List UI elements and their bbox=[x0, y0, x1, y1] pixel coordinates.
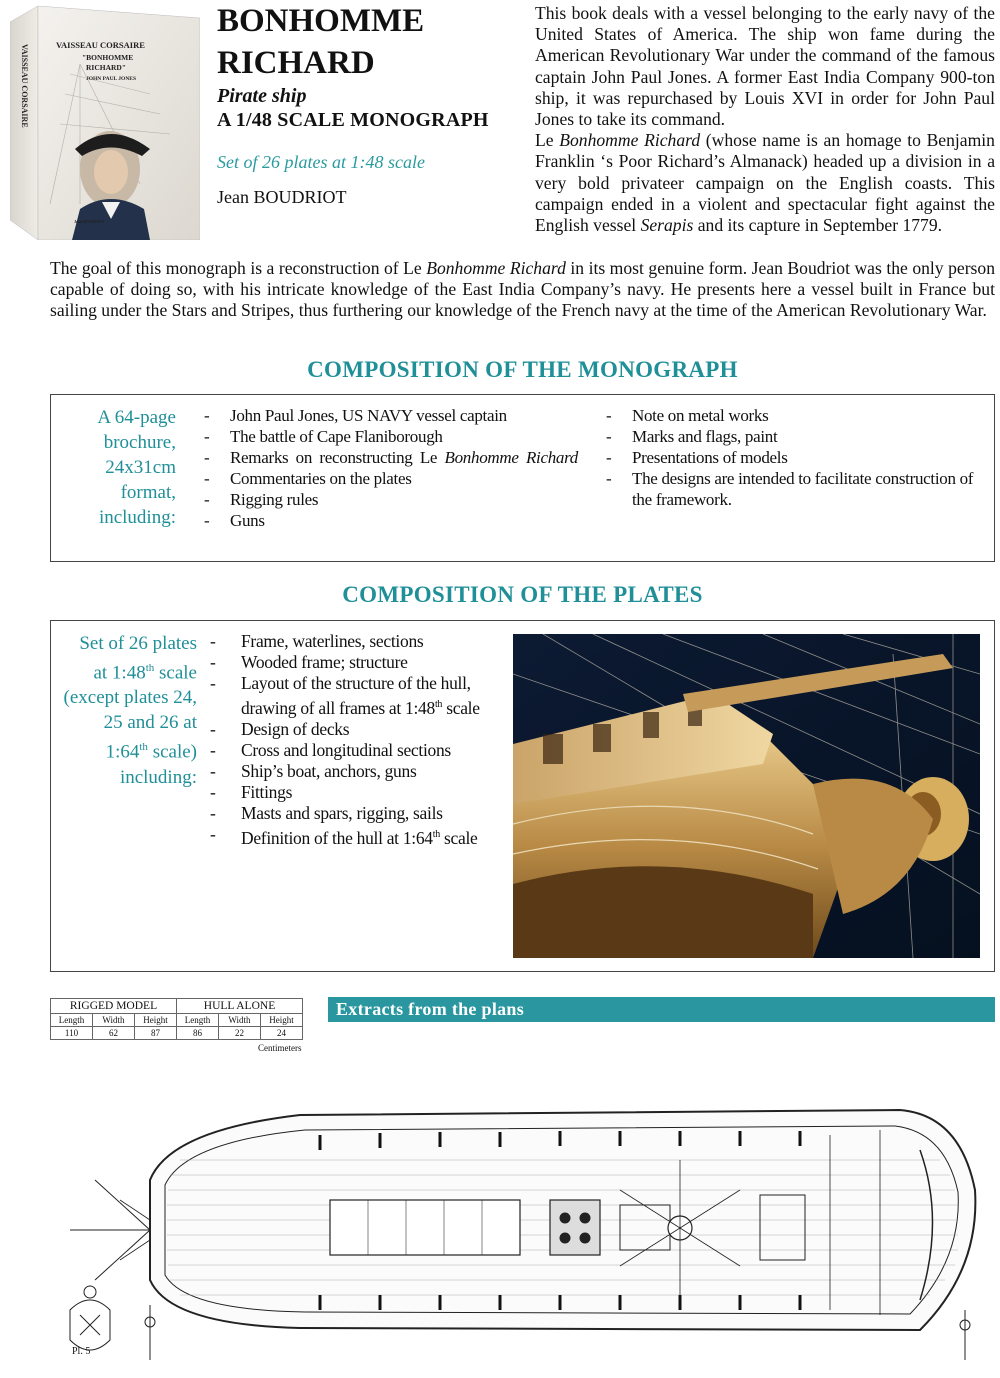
table-header-cell: Height bbox=[135, 1014, 177, 1027]
table-header-cell: Width bbox=[219, 1014, 261, 1027]
ship-model-photo bbox=[513, 634, 980, 958]
list-item: - The battle of Cape Flaniborough bbox=[204, 427, 443, 446]
plates-lead: Set of 26 plates at 1:48th scale (except plates 24, 25 and 26 at 1:64th scale) including: bbox=[63, 633, 197, 788]
monograph-lead: A 64-page brochure, 24x31cm format, including: bbox=[97, 407, 176, 528]
plates-set-label: Set of 26 plates at 1:48 scale bbox=[217, 152, 425, 172]
monograph-list-right bbox=[606, 405, 984, 510]
list-item: - Guns bbox=[204, 511, 265, 530]
list-item: - Cross and longitudinal sections bbox=[210, 739, 451, 760]
extracts-banner: Extracts from the plans bbox=[328, 997, 995, 1022]
list-item: - Ship’s boat, anchors, guns bbox=[210, 760, 417, 781]
intro-paragraph-2: Le Bonhomme Richard (whose name is an homage to Benjamin Franklin ‘s Poor Richard’s Almanack) headed up a division in a very bold privateer campaign on the English coasts. This campaign ended in a violent and spectacular fight against the English vessel Serapis and its capture in September 1779. bbox=[535, 130, 995, 236]
list-item: - Layout of the structure of the hull, drawing of all frames at 1:48th scale bbox=[210, 673, 480, 718]
cover-spine-title: VAISSEAU CORSAIRE bbox=[20, 44, 29, 128]
table-cell: 110 bbox=[51, 1027, 93, 1040]
deck-plan-drawing bbox=[40, 1060, 1000, 1378]
table-cell: 22 bbox=[219, 1027, 261, 1040]
list-item: - Remarks on reconstructing Le Bonhomme Richard bbox=[204, 448, 578, 467]
table-cell: 87 bbox=[135, 1027, 177, 1040]
cover-title-line1: VAISSEAU CORSAIRE bbox=[56, 40, 145, 50]
list-item: - Design of decks bbox=[210, 718, 350, 739]
subtitle: Pirate ship bbox=[217, 85, 307, 107]
list-item: - Frame, waterlines, sections bbox=[210, 631, 424, 651]
dimensions-table bbox=[50, 998, 303, 1040]
monograph-heading: COMPOSITION OF THE MONOGRAPH bbox=[307, 357, 738, 382]
cover-author: Jean BOUDRIOT bbox=[74, 219, 105, 224]
list-item: - Note on metal works bbox=[606, 406, 769, 425]
list-item: - Fittings bbox=[210, 781, 293, 802]
list-item: - Definition of the hull at 1:64th scale bbox=[210, 823, 478, 848]
plates-list bbox=[210, 631, 510, 849]
table-cell: 62 bbox=[93, 1027, 135, 1040]
table-header-cell: Length bbox=[51, 1014, 93, 1027]
intro-text bbox=[535, 3, 995, 236]
page-title bbox=[217, 0, 424, 84]
title-line1: BONHOMME bbox=[217, 3, 425, 39]
goal-paragraph: The goal of this monograph is a reconstruction of Le Bonhomme Richard in its most genuine form. Jean Boudriot was the only person capable of doing so, with his intricate knowledge of the East India Company’s navy. He presents here a vessel built in France but sailing under the Stars and Stripes, thus furthering our knowledge of the French navy at the time of the American Revolutionary War. bbox=[50, 258, 996, 321]
cover-title-line2: "BONHOMME bbox=[82, 53, 134, 62]
table-cell: 24 bbox=[261, 1027, 303, 1040]
table-cell: 86 bbox=[177, 1027, 219, 1040]
hull-alone-header: HULL ALONE bbox=[177, 999, 303, 1014]
intro-paragraph-1: This book deals with a vessel belonging to the early navy of the United States of America. The ship won fame during the American Revolutionary War under the command of the famous captain John Paul Jones. A former East India Company 900-ton ship, it was repurchased by Louis XVI in order for John Paul Jones to take its command. bbox=[535, 3, 995, 130]
cover-title-line3: RICHARD" bbox=[86, 63, 126, 72]
list-item: - Marks and flags, paint bbox=[606, 427, 778, 446]
cover-title-line4: JOHN PAUL JONES bbox=[86, 76, 137, 82]
list-item: - Presentations of models bbox=[606, 448, 788, 467]
rigged-model-header: RIGGED MODEL bbox=[51, 999, 177, 1014]
table-header-cell: Length bbox=[177, 1014, 219, 1027]
list-item: - Rigging rules bbox=[204, 490, 319, 509]
title-line2: RICHARD bbox=[217, 45, 375, 81]
dimensions-unit: Centimeters bbox=[258, 1043, 302, 1053]
author-name: Jean BOUDRIOT bbox=[217, 187, 347, 207]
list-item: - Commentaries on the plates bbox=[204, 469, 412, 488]
book-cover-image bbox=[10, 4, 200, 240]
list-item: - The designs are intended to facilitate construction of the framework. bbox=[606, 469, 974, 509]
list-item: - John Paul Jones, US NAVY vessel captain bbox=[204, 406, 507, 425]
list-item: - Masts and spars, rigging, sails bbox=[210, 802, 443, 823]
table-header-cell: Width bbox=[93, 1014, 135, 1027]
monograph-list-left bbox=[204, 405, 578, 531]
table-header-cell: Height bbox=[261, 1014, 303, 1027]
list-item: - Wooded frame; structure bbox=[210, 652, 408, 672]
plates-heading: COMPOSITION OF THE PLATES bbox=[342, 582, 703, 607]
plate-number: Pl. 5 bbox=[72, 1346, 91, 1357]
scale-monograph-label: A 1/48 SCALE MONOGRAPH bbox=[217, 109, 489, 131]
